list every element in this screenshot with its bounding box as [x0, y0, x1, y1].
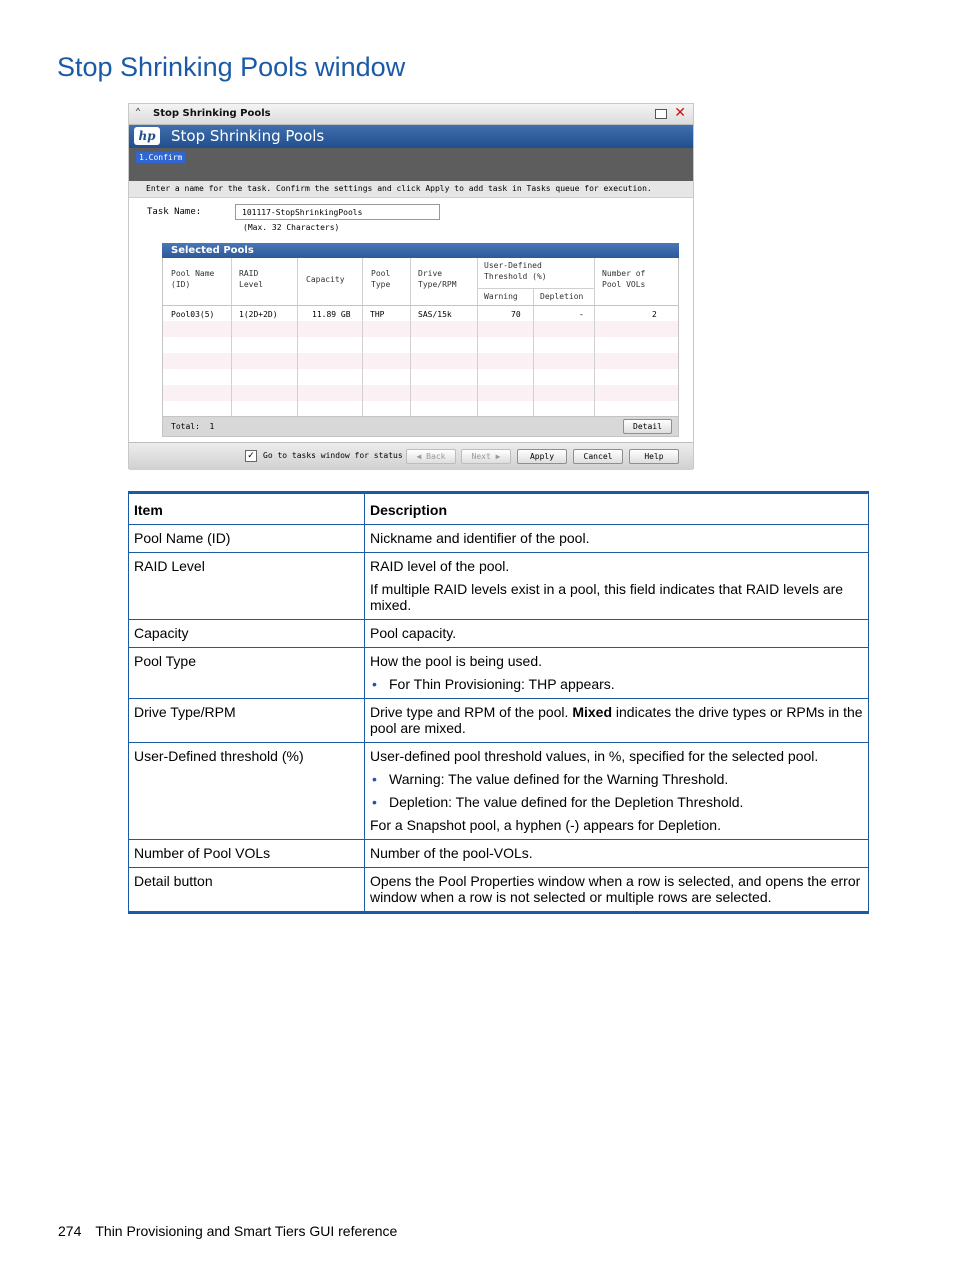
instruction-text: Enter a name for the task. Confirm the settings and click Apply to add task in Tasks queue for execution.	[146, 184, 652, 193]
wizard-step-bar	[129, 148, 693, 181]
bullet-item: • Warning: The value defined for the Warning Threshold.	[389, 771, 863, 787]
col-warning[interactable]: Warning	[484, 292, 518, 301]
cell-vols: 2	[652, 310, 657, 319]
selected-pools-column-headers	[163, 258, 678, 306]
close-icon[interactable]: ✕	[674, 105, 686, 121]
item-cell: Capacity	[129, 620, 365, 648]
step-confirm: 1.Confirm	[136, 152, 185, 163]
table-row	[129, 743, 869, 840]
bullet-item: • For Thin Provisioning: THP appears.	[389, 676, 863, 692]
col-capacity[interactable]: Capacity	[306, 275, 345, 284]
page-number: 274	[58, 1223, 82, 1239]
item-cell: RAID Level	[129, 553, 365, 620]
page-title: Stop Shrinking Pools window	[57, 52, 406, 82]
bullet-item: • Depletion: The value defined for the Depletion Threshold.	[389, 794, 863, 810]
collapse-icon[interactable]: ⌃	[135, 107, 142, 118]
next-button[interactable]: Next ▶	[461, 449, 511, 464]
item-cell: Detail button	[129, 868, 365, 913]
window-titlebar	[129, 104, 693, 125]
task-name-input[interactable]	[235, 204, 440, 220]
col-number-of-vols[interactable]: Number of Pool VOLs	[602, 269, 646, 289]
banner-title: Stop Shrinking Pools	[171, 127, 325, 145]
table-row	[129, 525, 869, 553]
cell-warning: 70	[511, 310, 521, 319]
col-drive-type[interactable]: Drive Type/RPM	[418, 269, 457, 289]
help-button[interactable]: Help	[629, 449, 679, 464]
task-name-hint: (Max. 32 Characters)	[243, 223, 340, 232]
task-name-label: Task Name:	[147, 207, 202, 217]
back-button[interactable]: ◀ Back	[406, 449, 456, 464]
selected-pools-footer	[162, 416, 679, 437]
description-cell: User-defined pool threshold values, in %, specified for the selected pool. • Warning: The value defined for the Warning Threshold. • Depletion: The value defined for the Depletion Threshold. For a Snapshot pool, a hyphen (-) appears for Depletion.	[365, 743, 869, 840]
item-cell: Number of Pool VOLs	[129, 840, 365, 868]
table-row	[129, 620, 869, 648]
instruction-bar	[129, 181, 693, 198]
col-threshold: User-Defined Threshold (%)	[484, 261, 547, 281]
col-depletion[interactable]: Depletion	[540, 292, 584, 301]
header-description: Description	[365, 493, 869, 525]
cell-depletion: -	[579, 310, 584, 319]
table-row	[129, 648, 869, 699]
page-footer	[58, 1223, 397, 1239]
wizard-banner	[129, 125, 693, 148]
total-count: Total: 1	[171, 422, 215, 431]
window-title: Stop Shrinking Pools	[153, 108, 271, 119]
col-pool-name[interactable]: Pool Name (ID)	[171, 269, 215, 289]
stop-shrinking-pools-window	[128, 103, 694, 469]
hp-logo: hp	[134, 127, 160, 145]
item-cell: Pool Name (ID)	[129, 525, 365, 553]
item-cell: User-Defined threshold (%)	[129, 743, 365, 840]
table-header-row	[129, 493, 869, 525]
maximize-icon[interactable]	[655, 109, 667, 119]
selected-pools-table	[162, 258, 679, 416]
description-cell: Pool capacity.	[365, 620, 869, 648]
col-pool-type[interactable]: Pool Type	[371, 269, 391, 289]
table-row	[129, 840, 869, 868]
cell-pool-name: Pool03(5)	[171, 310, 215, 319]
detail-button[interactable]: Detail	[623, 419, 672, 434]
description-cell: RAID level of the pool. If multiple RAID levels exist in a pool, this field indicates that RAID levels are mixed.	[365, 553, 869, 620]
go-to-tasks-label: Go to tasks window for status	[263, 451, 403, 460]
item-description-table	[128, 491, 869, 914]
description-cell: How the pool is being used. • For Thin Provisioning: THP appears.	[365, 648, 869, 699]
description-cell: Drive type and RPM of the pool. Mixed indicates the drive types or RPMs in the pool are mixed.	[365, 699, 869, 743]
cell-raid: 1(2D+2D)	[239, 310, 278, 319]
go-to-tasks-checkbox[interactable]: ✓	[245, 450, 257, 462]
footer-text: Thin Provisioning and Smart Tiers GUI reference	[95, 1223, 398, 1239]
selected-pools-header: Selected Pools	[162, 243, 679, 258]
table-row	[129, 553, 869, 620]
cell-drive: SAS/15k	[418, 310, 452, 319]
item-cell: Drive Type/RPM	[129, 699, 365, 743]
item-cell: Pool Type	[129, 648, 365, 699]
apply-button[interactable]: Apply	[517, 449, 567, 464]
header-item: Item	[129, 493, 365, 525]
table-row	[129, 699, 869, 743]
description-cell: Number of the pool-VOLs.	[365, 840, 869, 868]
wizard-button-bar	[129, 442, 693, 470]
cell-capacity: 11.89 GB	[312, 310, 351, 319]
col-raid-level[interactable]: RAID Level	[239, 269, 264, 289]
cancel-button[interactable]: Cancel	[573, 449, 623, 464]
description-cell: Opens the Pool Properties window when a row is selected, and opens the error window when a row is not selected or multiple rows are selected.	[365, 868, 869, 913]
description-cell: Nickname and identifier of the pool.	[365, 525, 869, 553]
table-row	[129, 868, 869, 913]
cell-pool-type: THP	[370, 310, 385, 319]
